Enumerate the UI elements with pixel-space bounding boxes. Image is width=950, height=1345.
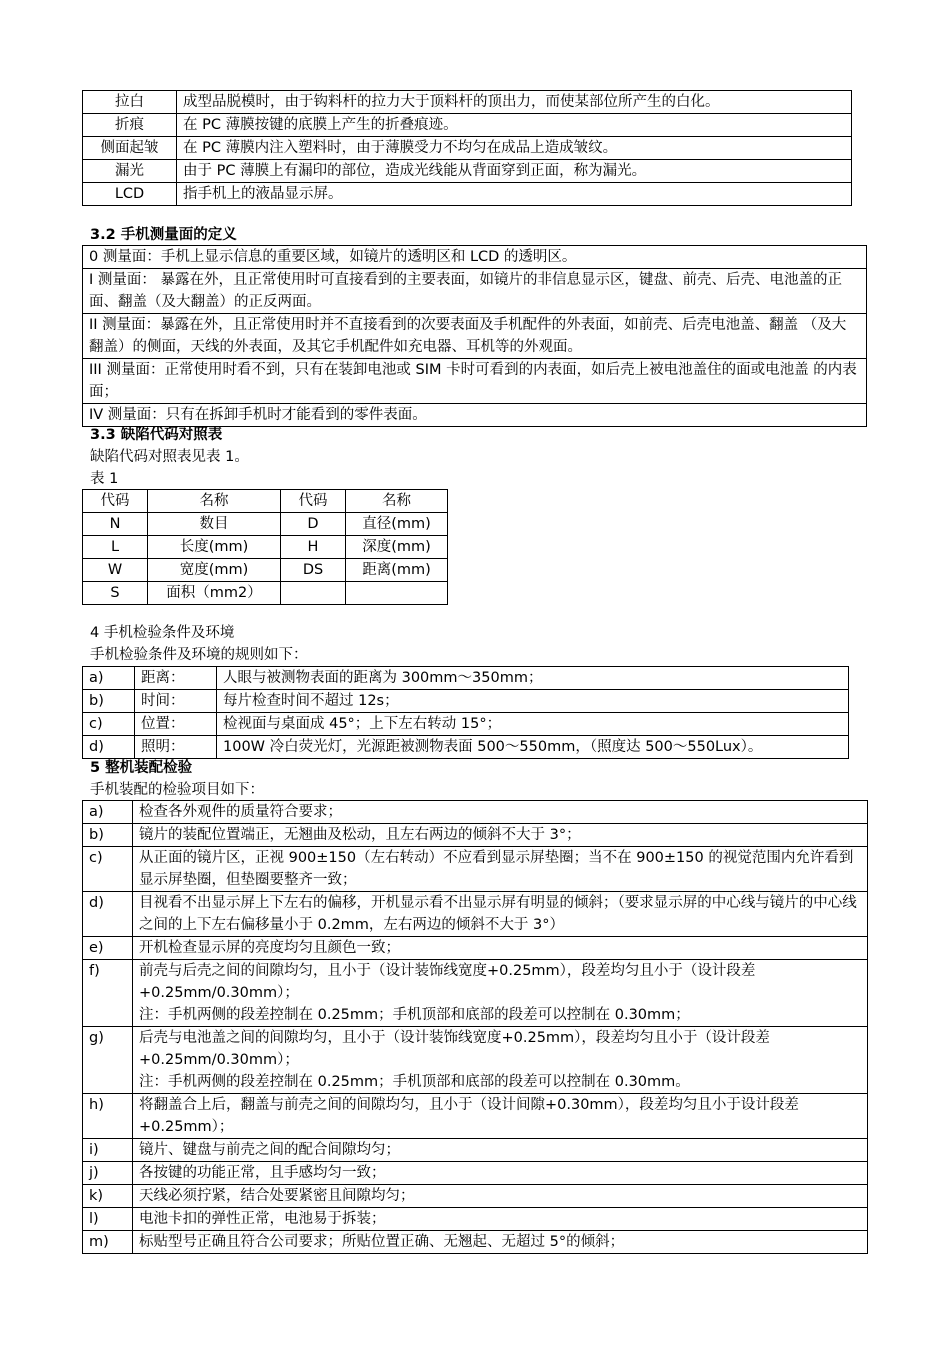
assembly-item-text — [133, 1027, 868, 1094]
assembly-item-text — [133, 1231, 868, 1254]
condition-name: 照明： — [135, 736, 217, 759]
table-header-row — [83, 490, 448, 513]
assembly-item-key: d) — [83, 892, 133, 937]
assembly-item-line: 注：手机两侧的段差控制在 0.25mm；手机顶部和底部的段差可以控制在 0.30mm。 — [139, 1074, 690, 1090]
table-cell: 长度(mm) — [148, 536, 281, 559]
table-cell: W — [83, 559, 148, 582]
assembly-item-line: 将翻盖合上后，翻盖与前壳之间的间隙均匀，且小于（设计间隙+0.30mm），段差均匀且小于设计段差+0.25mm）； — [139, 1097, 799, 1135]
condition-value: 每片检查时间不超过 12s； — [217, 690, 849, 713]
assembly-item-key: f) — [83, 960, 133, 1027]
assembly-item-text — [133, 1208, 868, 1231]
condition-name: 距离： — [135, 667, 217, 690]
table-cell: D — [281, 513, 346, 536]
table-cell: 数目 — [148, 513, 281, 536]
glossary-term: 折痕 — [83, 114, 177, 137]
condition-value: 检视面与桌面成 45°；上下左右转动 15°； — [217, 713, 849, 736]
condition-key: d) — [83, 736, 135, 759]
assembly-item-line: 开机检查显示屏的亮度均匀且颜色一致； — [139, 940, 400, 956]
condition-key: c) — [83, 713, 135, 736]
assembly-item-key: m) — [83, 1231, 133, 1254]
table-1-label: 表 1 — [90, 471, 119, 487]
table-cell: 直径(mm) — [346, 513, 448, 536]
assembly-row — [83, 1027, 868, 1094]
assembly-item-key: c) — [83, 847, 133, 892]
assembly-inspection-table — [82, 800, 868, 1254]
assembly-item-key: i) — [83, 1139, 133, 1162]
assembly-item-text — [133, 937, 868, 960]
assembly-item-line: 前壳与后壳之间的间隙均匀，且小于（设计装饰线宽度+0.25mm），段差均匀且小于（设计段差+0.25mm/0.30mm）； — [139, 963, 756, 1001]
assembly-item-line: 标贴型号正确且符合公司要求；所贴位置正确、无翘起、无超过 5°的倾斜； — [139, 1234, 625, 1250]
assembly-item-key: a) — [83, 801, 133, 824]
assembly-item-text — [133, 1094, 868, 1139]
assembly-item-key: g) — [83, 1027, 133, 1094]
assembly-item-line: 从正面的镜片区，正视 900±150（左右转动）不应看到显示屏垫圈；当不在 900±150 的视觉范围内允许看到显示屏垫圈，但垫圈要整齐一致； — [139, 850, 854, 888]
section-3-3-intro: 缺陷代码对照表见表 1。 — [90, 449, 249, 465]
table-cell — [346, 582, 448, 605]
assembly-row — [83, 1162, 868, 1185]
glossary-definition: 在 PC 薄膜按键的底膜上产生的折叠痕迹。 — [177, 114, 852, 137]
table-cell: 距离(mm) — [346, 559, 448, 582]
assembly-item-line: 电池卡扣的弹性正常，电池易于拆装； — [139, 1211, 386, 1227]
table-cell: DS — [281, 559, 346, 582]
condition-key: a) — [83, 667, 135, 690]
assembly-item-text — [133, 1162, 868, 1185]
glossary-table — [82, 90, 852, 206]
assembly-row — [83, 847, 868, 892]
assembly-row — [83, 801, 868, 824]
condition-row — [83, 736, 849, 759]
table-cell: N — [83, 513, 148, 536]
condition-name: 时间： — [135, 690, 217, 713]
assembly-item-text — [133, 892, 868, 937]
glossary-row — [83, 137, 852, 160]
table-cell: 宽度(mm) — [148, 559, 281, 582]
assembly-item-text — [133, 1185, 868, 1208]
assembly-item-key: j) — [83, 1162, 133, 1185]
glossary-row — [83, 183, 852, 206]
section-4-intro: 手机检验条件及环境的规则如下： — [90, 647, 308, 663]
assembly-item-line: 各按键的功能正常，且手感均匀一致； — [139, 1165, 386, 1181]
measurement-surface-definitions — [82, 245, 867, 427]
assembly-item-line: 镜片、键盘与前壳之间的配合间隙均匀； — [139, 1142, 400, 1158]
assembly-row — [83, 892, 868, 937]
assembly-row — [83, 960, 868, 1027]
table-cell: 深度(mm) — [346, 536, 448, 559]
column-header: 名称 — [346, 490, 448, 513]
assembly-item-text — [133, 1139, 868, 1162]
assembly-item-line: 后壳与电池盖之间的间隙均匀，且小于（设计装饰线宽度+0.25mm），段差均匀且小于（设计段差+0.25mm/0.30mm）； — [139, 1030, 770, 1068]
condition-row — [83, 713, 849, 736]
assembly-row — [83, 1231, 868, 1254]
assembly-item-key: k) — [83, 1185, 133, 1208]
condition-row — [83, 690, 849, 713]
table-cell — [281, 582, 346, 605]
assembly-item-text — [133, 847, 868, 892]
glossary-term: 侧面起皱 — [83, 137, 177, 160]
assembly-item-line: 检查各外观件的质量符合要求； — [139, 804, 342, 820]
assembly-item-text — [133, 824, 868, 847]
glossary-term: LCD — [83, 183, 177, 206]
glossary-definition: 由于 PC 薄膜上有漏印的部位，造成光线能从背面穿到正面，称为漏光。 — [177, 160, 852, 183]
surface-definition-item: II 测量面：暴露在外，且正常使用时并不直接看到的次要表面及手机配件的外表面，如前壳、后壳电池盖、翻盖 （及大翻盖）的侧面，天线的外表面，及其它手机配件如充电器、耳机等的外观面。 — [82, 313, 867, 359]
condition-key: b) — [83, 690, 135, 713]
column-header: 代码 — [83, 490, 148, 513]
condition-row — [83, 667, 849, 690]
condition-name: 位置： — [135, 713, 217, 736]
assembly-item-key: l) — [83, 1208, 133, 1231]
glossary-row — [83, 114, 852, 137]
assembly-item-line: 镜片的装配位置端正，无翘曲及松动，且左右两边的倾斜不大于 3°； — [139, 827, 581, 843]
assembly-item-line: 目视看不出显示屏上下左右的偏移，开机显示看不出显示屏有明显的倾斜；（要求显示屏的中心线与镜片的中心线之间的上下左右偏移量小于 0.2mm，左右两边的倾斜不大于 3°） — [139, 895, 857, 933]
glossary-term: 漏光 — [83, 160, 177, 183]
assembly-row — [83, 937, 868, 960]
table-row — [83, 513, 448, 536]
section-5-intro: 手机装配的检验项目如下： — [90, 782, 264, 798]
glossary-definition: 在 PC 薄膜内注入塑料时，由于薄膜受力不均匀在成品上造成皱纹。 — [177, 137, 852, 160]
table-row — [83, 559, 448, 582]
section-3-3-heading: 3.3 缺陷代码对照表 — [90, 427, 223, 443]
assembly-item-text — [133, 960, 868, 1027]
glossary-row — [83, 91, 852, 114]
assembly-row — [83, 1185, 868, 1208]
assembly-item-line: 天线必须拧紧，结合处要紧密且间隙均匀； — [139, 1188, 415, 1204]
assembly-row — [83, 1208, 868, 1231]
assembly-item-key: e) — [83, 937, 133, 960]
table-cell: H — [281, 536, 346, 559]
column-header: 代码 — [281, 490, 346, 513]
assembly-item-key: h) — [83, 1094, 133, 1139]
surface-definition-item: I 测量面： 暴露在外，且正常使用时可直接看到的主要表面，如镜片的非信息显示区，键盘、前壳、后壳、电池盖的正面、翻盖（及大翻盖）的正反两面。 — [82, 268, 867, 314]
condition-value: 人眼与被测物表面的距离为 300mm～350mm； — [217, 667, 849, 690]
table-cell: 面积（mm2） — [148, 582, 281, 605]
glossary-term: 拉白 — [83, 91, 177, 114]
surface-definition-item: IV 测量面：只有在拆卸手机时才能看到的零件表面。 — [82, 403, 867, 427]
assembly-item-key: b) — [83, 824, 133, 847]
glossary-definition: 指手机上的液晶显示屏。 — [177, 183, 852, 206]
section-3-2-heading: 3.2 手机测量面的定义 — [90, 227, 237, 243]
assembly-row — [83, 1094, 868, 1139]
inspection-conditions-table — [82, 666, 849, 759]
assembly-item-text — [133, 801, 868, 824]
section-4-heading: 4 手机检验条件及环境 — [90, 625, 235, 641]
section-5-heading: 5 整机装配检验 — [90, 760, 193, 776]
surface-definition-item: III 测量面：正常使用时看不到，只有在装卸电池或 SIM 卡时可看到的内表面，如后壳上被电池盖住的面或电池盖 的内表面； — [82, 358, 867, 404]
glossary-row — [83, 160, 852, 183]
table-row — [83, 536, 448, 559]
assembly-item-line: 注：手机两侧的段差控制在 0.25mm；手机顶部和底部的段差可以控制在 0.30mm； — [139, 1007, 690, 1023]
surface-definition-item: 0 测量面：手机上显示信息的重要区域，如镜片的透明区和 LCD 的透明区。 — [82, 245, 867, 269]
defect-code-table — [82, 489, 448, 605]
condition-value: 100W 冷白荧光灯，光源距被测物表面 500～550mm，（照度达 500～550Lux）。 — [217, 736, 849, 759]
assembly-row — [83, 824, 868, 847]
table-row — [83, 582, 448, 605]
assembly-row — [83, 1139, 868, 1162]
table-cell: L — [83, 536, 148, 559]
glossary-definition: 成型品脱模时，由于钩料杆的拉力大于顶料杆的顶出力，而使某部位所产生的白化。 — [177, 91, 852, 114]
column-header: 名称 — [148, 490, 281, 513]
table-cell: S — [83, 582, 148, 605]
